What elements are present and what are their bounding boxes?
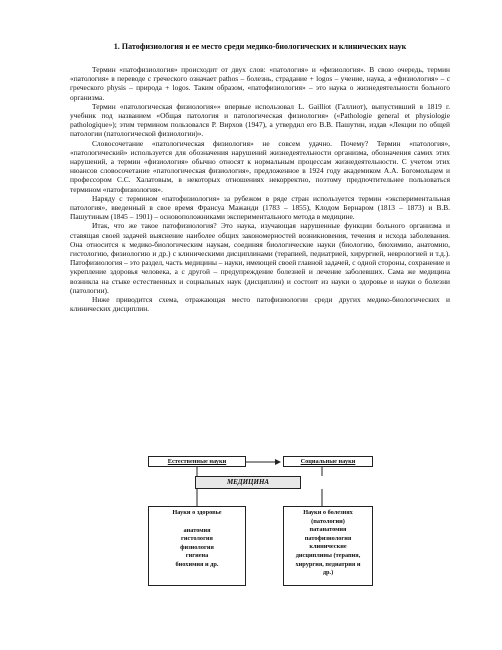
disease-box-list xyxy=(284,518,372,578)
medicine-bar: МЕДИЦИНА xyxy=(195,476,301,489)
list-item: гигиена xyxy=(185,552,209,560)
natural-sciences-box: Естественные науки xyxy=(148,456,246,467)
disease-box-title: Науки о болезнях xyxy=(303,509,353,516)
paragraph: Ниже приводится схема, отражающая место патофизиологии среди других медико-биологических и клинических дисциплин. xyxy=(70,295,450,314)
disease-sciences-box xyxy=(283,506,373,586)
list-item: патанатомия xyxy=(309,526,347,534)
list-item: др.) xyxy=(322,569,334,577)
list-item: клинические xyxy=(309,543,347,551)
health-box-list xyxy=(149,527,245,570)
paragraph: Словосочетание «патологическая физиология» не совсем удачно. Почему? Термин «патология», «патологический» используется для обозначения нарушений жизнедеятельности организма, обозначения самих этих нарушений, а термин «физиология» обычно относят к нормальным процессам жизнедеятельности. С учетом этих нюансов словосочетание «патологическая физиология», предложенное в 1924 году академиком А.А. Богомольцем и профессором С.С. Халатовым, в некоторых отношениях некорректно, поэтому предпочтительнее пользоваться термином «патофизиология». xyxy=(70,138,450,194)
social-sciences-box: Социальные науки xyxy=(283,456,373,467)
list-item: гистология xyxy=(181,535,213,543)
list-item: хирургия, педиатрия и xyxy=(295,560,361,568)
paragraph: Термин «патологическая физиология»» впервые использовал L. Gailliot (Галлиот), выпустивший в 1819 г. учебник под названием «Общая патология и патологическая физиология» («Pathologie general et physiologie pathologique»); этим термином пользовался Р. Вирхов (1947), а утвердил его В.В. Пашутин, издав «Лекции по общей патологии (патологической физиологии)». xyxy=(70,101,450,139)
paragraph: Наряду с термином «патофизиология» за рубежом в ряде стран используется термин «экспериментальная патология», введенный в свое время Франсуа Мажанди (1783 – 1855), Клодом Бернаром (1813 – 1873) и В.В. Пашутиным (1845 – 1901) – основоположниками экспериментального метода в медицине. xyxy=(70,193,450,222)
health-box-title: Науки о здоровье xyxy=(172,509,222,516)
list-item: патофизиология xyxy=(304,534,352,542)
list-item: физиология xyxy=(180,543,214,551)
health-sciences-box xyxy=(148,506,246,586)
list-item: анатомия xyxy=(183,526,211,534)
list-item: (патологии) xyxy=(311,517,345,525)
section-title: 1. Патофизиология и ее место среди медико-биологических и клинических наук xyxy=(113,42,407,51)
paragraph: Термин «патофизиология» происходит от двух слов: «патология» и «физиология». В свою очередь, термин «патология» в переводе с греческого означает pathos – болезнь, страдание + logos – учение, наука, а «физиология» – с греческого physis – природа + logos. Таким образом, «патофизиология» – это наука о жизнедеятельности больного организма. xyxy=(70,65,450,102)
list-item: дисциплины (терапия, xyxy=(295,551,361,559)
paragraph: Итак, что же такое патофизиология? Это наука, изучающая нарушенные функции больного организма и ставящая своей задачей выяснение наиболее общих закономерностей возникновения, течения и исхода заболевания. Она относится к медико-биологическим наукам, соединяя биологические науки (биологию, биохимию, анатомию, гистологию, физиологию и др.) с клиническими дисциплинами (терапией, педиатрией, хирургией, неврологией и т.д.). Патофизиология – это раздел, часть медицины – науки, имеющей своей главной задачей, с одной стороны, сохранение и укрепление здоровья человека, а с другой – предупреждение болезней и лечение заболевших. Сама же медицина возникла на стыке естественных и социальных наук (дисциплин) и состоит из науки о здоровье и науки о болезни (патологии). xyxy=(70,221,450,295)
list-item: биохимия и др. xyxy=(175,560,219,568)
